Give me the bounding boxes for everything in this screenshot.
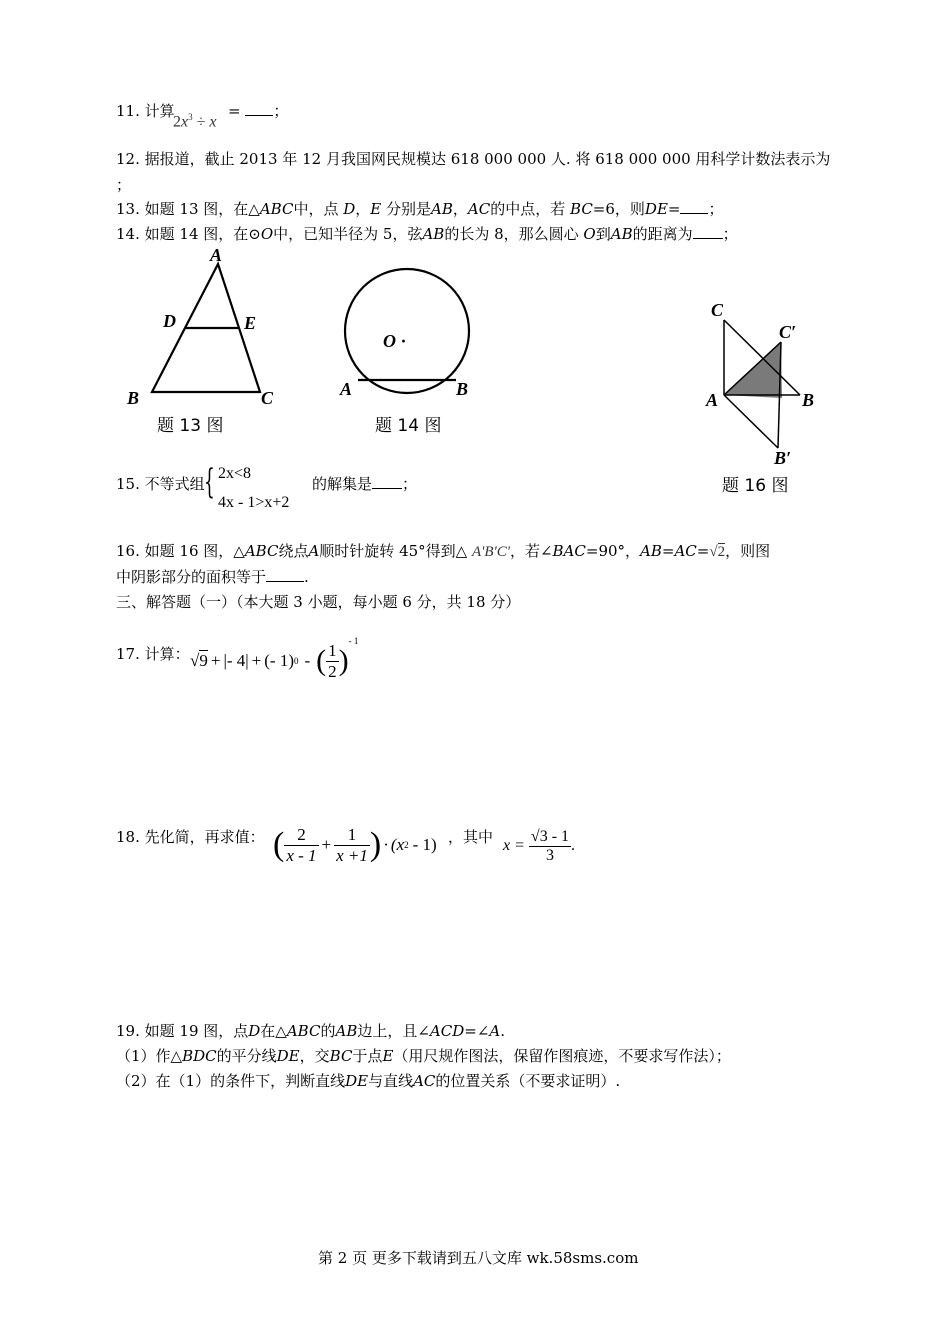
fig14-label-a: A (340, 379, 353, 399)
brace: { (204, 462, 215, 502)
section-3-title: 三、解答题（一）（本大题 3 小题，每小题 6 分，共 18 分） (116, 593, 521, 611)
fig13-label-e: E (244, 313, 257, 333)
q16: 16. 如题 16 图，△ABC绕点A顺时针旋转 45°得到△ A'B'C'，若∠BAC=90°，AB=AC=√2，则图 (116, 542, 771, 560)
fig14-label-b: B (456, 379, 469, 399)
fig16-caption: 题 16 图 (722, 476, 789, 496)
q12-end: ； (116, 176, 132, 194)
q15-tail: 的解集是 ； (312, 475, 418, 493)
q18: 18. 先化简，再求值： (116, 828, 265, 846)
q17-expression: √9 + |- 4| + (- 1) 0 - ( $\frac{1}{2}$ ) $^{- 1}$ (190, 636, 359, 681)
q17: 17. 计算： (116, 645, 190, 663)
fig16-label-a: A (706, 390, 719, 410)
q15-line2: 4x - 1>x+2 (218, 494, 290, 511)
q16-line2: 中阴影部分的面积等于 . (116, 568, 309, 586)
q12: 12. 据报道，截止 2013 年 12 月我国网民规模达 618 000 000 人. 将 618 000 000 用科学计数法表示为 (116, 150, 831, 168)
q15-line1: 2x<8 (218, 465, 252, 482)
q14: 14. 如题 14 图，在⊙O中，已知半径为 5，弦AB的长为 8，那么圆心 O到AB的距离为 ； (116, 225, 738, 243)
q15: 15. 不等式组 (116, 475, 205, 493)
q18-expression: ( $\frac{2}{x - 1}$ + $\frac{1}{x +1}$ ) · (x 2 - 1) (273, 824, 437, 865)
fig13-caption: 题 13 图 (157, 416, 224, 436)
fig16-label-b-prime: B′ (774, 448, 792, 468)
q13: 13. 如题 13 图，在△ABC中，点 D，E 分别是AB，AC的中点，若 BC=6，则DE= ； (116, 200, 724, 218)
answer-blank[interactable] (372, 474, 402, 489)
fig16-label-c-prime: C′ (779, 322, 797, 342)
q19-part1: （1）作△BDC的平分线DE，交BC于点E（用尺规作图法，保留作图痕迹，不要求写作法）； (116, 1047, 731, 1065)
figure-14 (336, 260, 476, 400)
q19-part2: （2）在（1）的条件下，判断直线DE与直线AC的位置关系（不要求证明）. (116, 1072, 621, 1090)
answer-blank[interactable] (266, 567, 304, 582)
fig13-label-a: A (210, 245, 223, 265)
q19: 19. 如题 19 图，点D在△ABC的AB边上，且∠ACD=∠A. (116, 1022, 506, 1040)
q18-tail: ，其中 (448, 828, 494, 846)
q11-answer: = ； (228, 102, 289, 120)
fig13-label-b: B (127, 388, 140, 408)
answer-blank[interactable] (245, 101, 273, 116)
figure-16 (700, 300, 830, 470)
page-footer: 第 2 页 更多下载请到五八文库 wk.58sms.com (318, 1249, 639, 1267)
fig16-label-b: B (802, 390, 815, 410)
fig13-label-c: C (261, 388, 274, 408)
answer-blank[interactable] (693, 224, 723, 239)
answer-blank[interactable] (680, 199, 708, 214)
q11: 11. 计算 (116, 102, 175, 120)
fig16-label-c: C (711, 300, 724, 320)
fig14-label-o: O · (383, 331, 407, 351)
q11-expression: $2x^3 \div x$ (173, 112, 217, 131)
circle-o (345, 269, 469, 393)
fig13-label-d: D (163, 311, 176, 331)
fig14-caption: 题 14 图 (375, 416, 442, 436)
q18-x-value: x = $\frac{√3 - 1}{3}$ . (503, 827, 576, 864)
shaded-region (724, 342, 782, 398)
